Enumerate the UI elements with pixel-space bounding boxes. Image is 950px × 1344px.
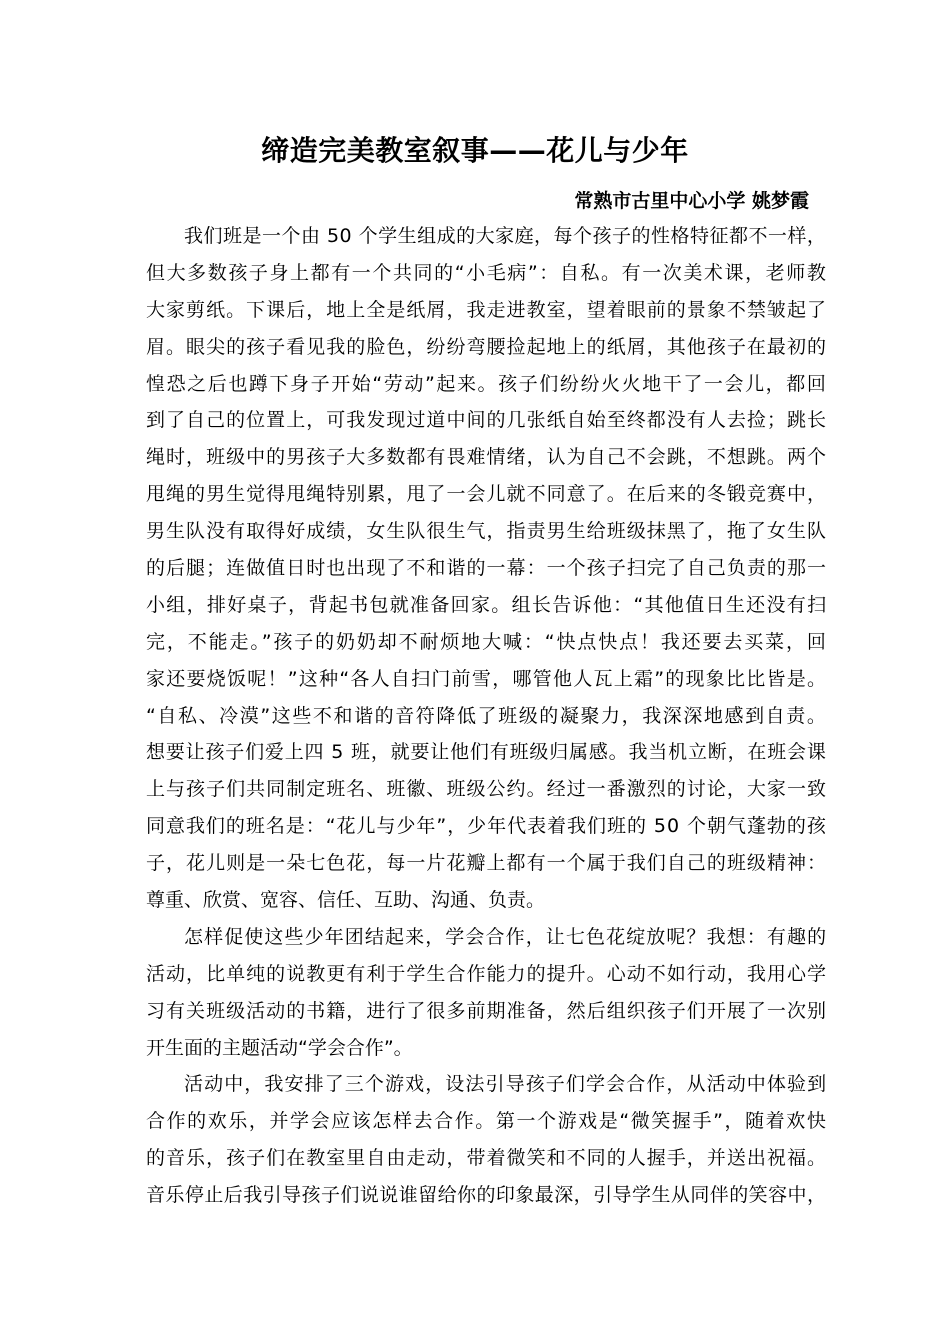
text-line: 的音乐，孩子们在教室里自由走动，带着微笑和不同的人握手，并送出祝福。 [146,1147,828,1170]
body-text [146,218,826,1214]
text-line: 的后腿；连做值日时也出现了不和谐的一幕：一个孩子扫完了自己负责的那一 [146,557,828,580]
text-line: 男生队没有取得好成绩，女生队很生气，指责男生给班级抹黑了，拖了女生队 [146,520,828,543]
text-line: 开生面的主题活动“学会合作”。 [146,1036,413,1059]
text-line: 家还要烧饭呢！”这种“各人自扫门前雪，哪管他人瓦上霜”的现象比比皆是。 [146,667,828,690]
text-line: 上与孩子们共同制定班名、班徽、班级公约。经过一番激烈的讨论，大家一致 [146,778,828,801]
text-line: “自私、冷漠”这些不和谐的音符降低了班级的凝聚力，我深深地感到自责。 [146,704,828,727]
text-line: 完，不能走。”孩子的奶奶却不耐烦地大喊：“快点快点！我还要去买菜，回 [146,630,828,653]
text-line: 怎样促使这些少年团结起来，学会合作，让七色花绽放呢？我想：有趣的 [184,925,828,948]
text-line: 活动中，我安排了三个游戏，设法引导孩子们学会合作，从活动中体验到 [184,1073,828,1096]
text-line: 合作的欢乐，并学会应该怎样去合作。第一个游戏是“微笑握手”，随着欢快 [146,1110,828,1133]
text-line: 惶恐之后也蹲下身子开始“劳动”起来。孩子们纷纷火火地干了一会儿，都回 [146,372,828,395]
text-line: 我们班是一个由 50 个学生组成的大家庭，每个孩子的性格特征都不一样， [184,225,827,247]
document-title: 缔造完美教室叙事——花儿与少年 [261,134,689,167]
text-line: 尊重、欣赏、宽容、信任、互助、沟通、负责。 [146,889,546,912]
text-line: 到了自己的位置上，可我发现过道中间的几张纸自始至终都没有人去捡；跳长 [146,409,828,432]
text-line: 小组，排好桌子，背起书包就准备回家。组长告诉他：“其他值日生还没有扫 [146,593,828,616]
text-line: 但大多数孩子身上都有一个共同的“小毛病”：自私。有一次美术课，老师教 [146,261,828,284]
text-line: 大家剪纸。下课后，地上全是纸屑，我走进教室，望着眼前的景象不禁皱起了 [146,298,828,321]
text-line: 眉。眼尖的孩子看见我的脸色，纷纷弯腰捡起地上的纸屑，其他孩子在最初的 [146,335,828,358]
text-line: 绳时，班级中的男孩子大多数都有畏难情绪，认为自己不会跳，不想跳。两个 [146,446,828,469]
text-line: 想要让孩子们爱上四 5 班，就要让他们有班级归属感。我当机立断，在班会课 [146,741,827,764]
author-line: 常熟市古里中心小学 姚梦霞 [574,190,809,212]
text-line: 同意我们的班名是：“花儿与少年”，少年代表着我们班的 50 个朝气蓬勃的孩 [146,815,827,838]
text-line: 习有关班级活动的书籍，进行了很多前期准备，然后组织孩子们开展了一次别 [146,999,828,1022]
text-line: 活动，比单纯的说教更有利于学生合作能力的提升。心动不如行动，我用心学 [146,962,828,985]
text-line: 音乐停止后我引导孩子们说说谁留给你的印象最深，引导学生从同伴的笑容中， [146,1184,827,1207]
text-line: 子，花儿则是一朵七色花，每一片花瓣上都有一个属于我们自己的班级精神： [146,852,828,875]
text-line: 甩绳的男生觉得甩绳特别累，甩了一会儿就不同意了。在后来的冬锻竞赛中， [146,483,828,506]
